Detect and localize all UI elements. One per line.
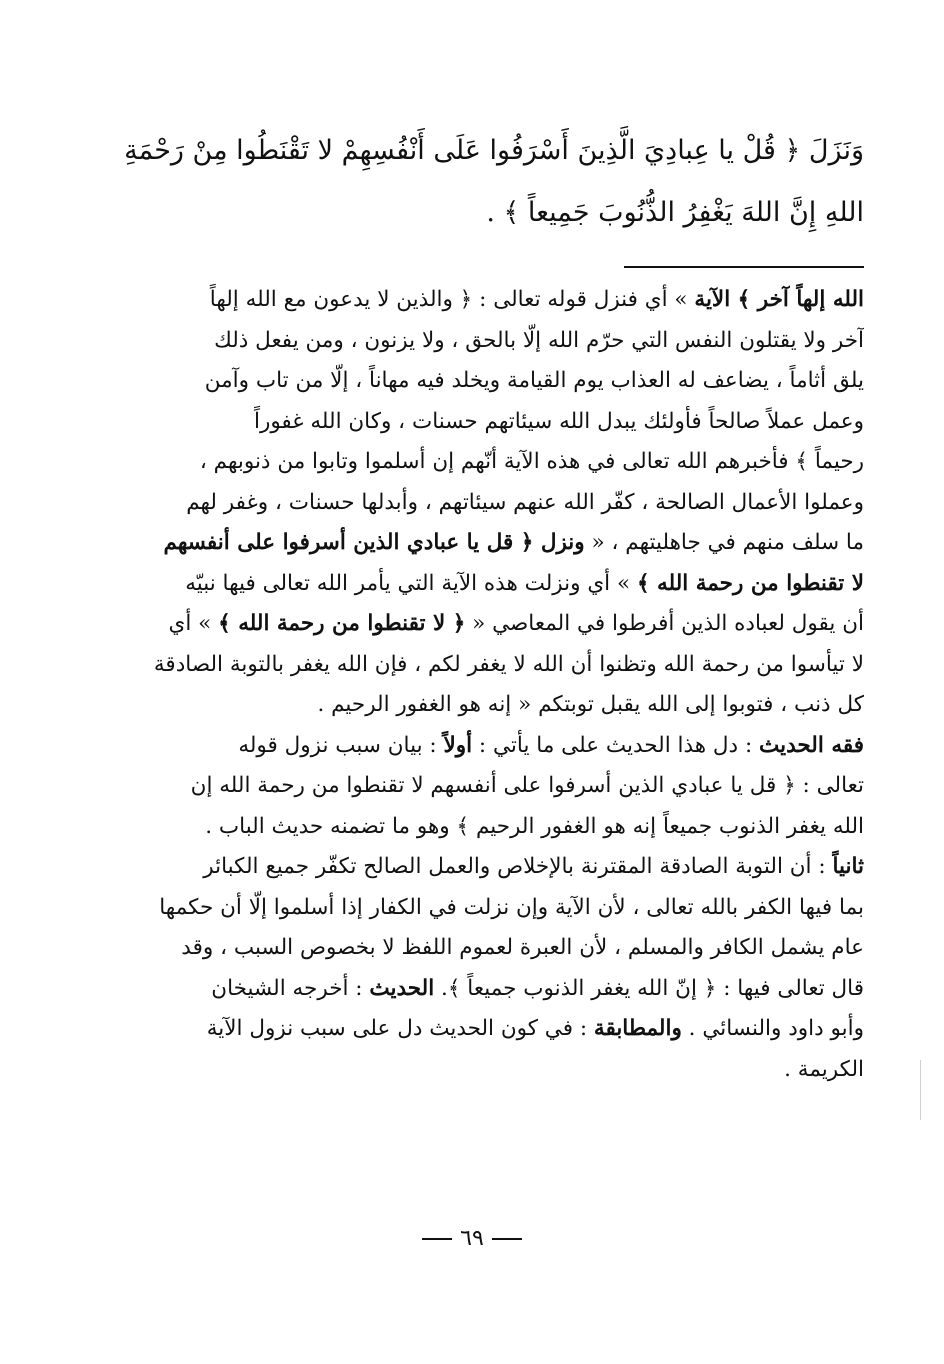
commentary-line: [90, 402, 864, 443]
text-run: بما فيها الكفر بالله تعالى ، لأن الآية وإن نزلت في الكفار إذا أسلموا إلّا أن حكمها: [159, 894, 864, 920]
text-run: وعملوا الأعمال الصالحة ، كفّر الله عنهم سيئاتهم ، وأبدلها حسنات ، وغفر لهم: [186, 489, 864, 515]
text-run: : أخرجه الشيخان: [211, 975, 370, 1001]
page-number-dash: [492, 1238, 522, 1240]
text-run: » أي فنزل قوله تعالى : ﴿ والذين لا يدعون مع الله إلهاً: [209, 287, 695, 312]
scan-artifact-line: [920, 1060, 921, 1120]
text-run: : أن التوبة الصادقة المقترنة بالإخلاص والعمل الصالح تكفّر جميع الكبائر: [203, 854, 833, 879]
commentary-line: [90, 807, 864, 848]
commentary-line: [90, 685, 864, 726]
commentary-block: [90, 280, 864, 1090]
text-run: » أي: [168, 611, 219, 636]
text-run: ما سلف منهم في جاهليتهم ، «: [584, 530, 864, 555]
bold-phrase: والمطابقة: [593, 1016, 682, 1041]
commentary-line: [90, 1009, 864, 1050]
text-run: كل ذنب ، فتوبوا إلى الله يقبل توبتكم « إنه هو الغفور الرحيم .: [317, 692, 864, 717]
hadith-line: اللهِ إِنَّ اللهَ يَغْفِرُ الذُّنُوبَ جَمِيعاً ﴾ .: [486, 197, 864, 228]
commentary-line: [90, 564, 864, 605]
text-run: وعمل عملاً صالحاً فأولئك يبدل الله سيئاتهم حسنات ، وكان الله غفوراً: [253, 408, 864, 434]
bold-phrase: لا تقنطوا من رحمة الله ﴾: [636, 570, 864, 596]
text-run: آخر ولا يقتلون النفس التي حرّم الله إلّا بالحق ، ولا يزنون ، ومن يفعل ذلك: [214, 327, 864, 353]
bold-phrase: ثانياً: [832, 854, 864, 879]
bold-phrase: أولاً: [443, 732, 473, 758]
commentary-line: [90, 1050, 864, 1091]
footnote-separator-rule: [624, 266, 864, 268]
text-run: قال تعالى فيها : ﴿ إنّ الله يغفر الذنوب جميعاً ﴾.: [434, 975, 864, 1001]
bold-phrase: الحديث: [369, 975, 435, 1001]
commentary-line: [90, 766, 864, 807]
commentary-line: [90, 928, 864, 969]
text-run: رحيماً ﴾ فأخبرهم الله تعالى في هذه الآية أنّهم إن أسلموا وتابوا من ذنوبهم ،: [199, 449, 864, 474]
text-run: تعالى : ﴿ قل يا عبادي الذين أسرفوا على أنفسهم لا تقنطوا من رحمة الله إن: [190, 773, 864, 798]
commentary-line: [90, 483, 864, 524]
bold-phrase: الله إلهاً آخر ﴾ الآية: [694, 287, 864, 312]
text-run: الكريمة .: [784, 1056, 864, 1082]
commentary-line: [90, 847, 864, 888]
hadith-line: وَنَزَلَ ﴿ قُلْ يا عِبادِيَ الَّذِينَ أَسْرَفُوا عَلَى أَنْفُسِهِمْ لا تَقْنَطُوا مِنْ رَحْمَةِ: [124, 135, 864, 166]
commentary-line: [90, 523, 864, 564]
commentary-line: [90, 645, 864, 686]
commentary-line: [90, 321, 864, 362]
commentary-line: [90, 280, 864, 321]
commentary-line: [90, 969, 864, 1010]
text-run: : في كون الحديث دل على سبب نزول الآية: [206, 1016, 594, 1041]
commentary-line: [90, 361, 864, 402]
text-run: لا تيأسوا من رحمة الله وتظنوا أن الله لا يغفر لكم ، فإن الله يغفر بالتوبة الصادقة: [153, 651, 864, 677]
bold-phrase: ونزل ﴿ قل يا عبادي الذين أسرفوا على أنفسهم: [163, 530, 585, 555]
page-number-footer: [0, 1224, 944, 1254]
commentary-line: [90, 888, 864, 929]
hadith-text-block: [80, 120, 864, 244]
commentary-line: [90, 442, 864, 483]
text-run: » أي ونزلت هذه الآية التي يأمر الله تعالى فيها نبيّه: [185, 570, 637, 596]
bold-phrase: ﴿ لا تقنطوا من رحمة الله ﴾: [218, 611, 466, 636]
text-run: وأبو داود والنسائي .: [681, 1016, 864, 1041]
text-run: : دل هذا الحديث على ما يأتي :: [472, 732, 760, 758]
bold-phrase: فقه الحديث: [759, 732, 864, 758]
text-run: يلق أثاماً ، يضاعف له العذاب يوم القيامة ويخلد فيه مهاناً ، إلّا من تاب وآمن: [204, 368, 864, 393]
text-run: عام يشمل الكافر والمسلم ، لأن العبرة لعموم اللفظ لا بخصوص السبب ، وقد: [181, 935, 864, 960]
commentary-line: [90, 726, 864, 767]
commentary-line: [90, 604, 864, 645]
text-run: الله يغفر الذنوب جميعاً إنه هو الغفور الرحيم ﴾ وهو ما تضمنه حديث الباب .: [205, 813, 864, 839]
page-number-dash: [422, 1238, 452, 1240]
text-run: أن يقول لعباده الذين أفرطوا في المعاصي «: [465, 611, 864, 636]
page-number: ٦٩: [460, 1226, 484, 1251]
text-run: : بيان سبب نزول قوله: [238, 732, 444, 758]
